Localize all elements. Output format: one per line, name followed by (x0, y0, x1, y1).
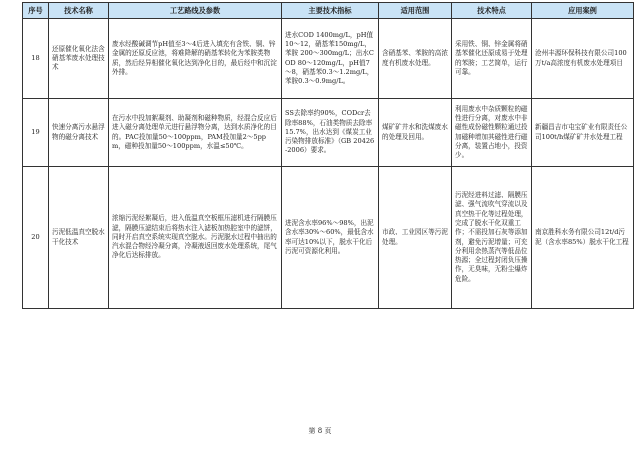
header-num: 序号 (23, 3, 49, 19)
technology-table (22, 2, 634, 309)
table-row (23, 99, 634, 167)
header-scope: 适用范围 (379, 3, 452, 19)
row-scope: 含硝基苯、苯胺的高浓度有机废水处理。 (379, 19, 452, 99)
row-indicators: 进水COD 1400mg/L，pH值 10～12，硝基苯150mg/L，苯胺 200～300mg/L；出水COD 80～120mg/L，pH值7～8，硝基苯0.3～1.2mg/L，苯胺0.3～0.9mg/L。 (282, 19, 379, 99)
row-features: 采用铁、铜、锌金属将硝基苯催化还原成易于处理的苯胺；工艺简单，运行可靠。 (452, 19, 532, 99)
header-name: 技术名称 (49, 3, 109, 19)
row-num: 18 (23, 19, 49, 99)
row-cases: 南京胜科水务有限公司12t/d污泥（含水率85%）脱水干化工程 (532, 167, 634, 309)
header-features: 技术特点 (452, 3, 532, 19)
row-process: 废水经酸碱调节pH值至3～4后进入填充有含铁、铜、锌金属的还原反应池，将难降解的硝基苯转化为苯胺类物质，然后经异相催化氧化达到净化目的，最后经中和沉淀外排。 (109, 19, 282, 99)
header-cases: 应用案例 (532, 3, 634, 19)
row-name: 还原催化氧化法含硝基苯废水处理技术 (49, 19, 109, 99)
table-row (23, 19, 634, 99)
table-header-row (23, 3, 634, 19)
row-name: 快速分离污水悬浮物的磁分离技术 (49, 99, 109, 167)
row-num: 20 (23, 167, 49, 309)
row-features: 污泥经进料过滤、隔膜压滤、强气流吹气穿流以及真空热干化等过程处理，完成了脱水干化双重工作；不需投加石灰等添加剂，避免污泥增量；可充分利用余热蒸汽等低品位热源；全过程封闭负压操作，无臭味，无粉尘爆炸危险。 (452, 167, 532, 309)
header-process: 工艺路线及参数 (109, 3, 282, 19)
row-cases: 新疆昌吉市屯宝矿业有限责任公司100t/h煤矿矿井水处理工程 (532, 99, 634, 167)
row-cases: 沧州丰源环保科技有限公司100万t/a高浓度有机废水处理项目 (532, 19, 634, 99)
row-indicators: SS去除率约90%，CODcr去除率88%，石油类物质去除率15.7%，出水达到《煤炭工业污染物排放标准》（GB 20426-2006）要求。 (282, 99, 379, 167)
header-indicators: 主要技术指标 (282, 3, 379, 19)
page-number: 第 8 页 (308, 427, 332, 435)
row-num: 19 (23, 99, 49, 167)
row-process: 在污水中投加絮凝剂、助凝剂和磁种物质，经混合反应后进入磁分离处理单元进行悬浮物分离，达到水质净化的目的。PAC投加量50～100ppm，PAM投加量2～5ppm，磁种投加量50～100ppm，水温≤50℃。 (109, 99, 282, 167)
row-scope: 煤矿矿井水和洗煤废水的处理及回用。 (379, 99, 452, 167)
row-scope: 市政、工业园区等污泥处理。 (379, 167, 452, 309)
table-row (23, 167, 634, 309)
row-features: 利用废水中杂质颗粒的磁性进行分离，对废水中非磁性成份磁性颗粒通过投加磁种增加其磁性进行磁分离，装置占地小，投资少。 (452, 99, 532, 167)
row-name: 污泥低温真空脱水干化技术 (49, 167, 109, 309)
row-process: 浓缩污泥经絮凝后，进入低温真空板框压滤机进行隔膜压滤，隔膜压滤结束后将热水注入滤板加热腔室中的滤饼，同时开启真空系统实现真空脱水。污泥脱水过程中抽出的汽水混合物经冷凝分离，冷凝液返回废水处理系统，尾气净化后达标排放。 (109, 167, 282, 309)
row-indicators: 进泥含水率96%～98%，出泥含水率30%～60%，最低含水率可达10%以下，脱水干化后污泥可资源化利用。 (282, 167, 379, 309)
